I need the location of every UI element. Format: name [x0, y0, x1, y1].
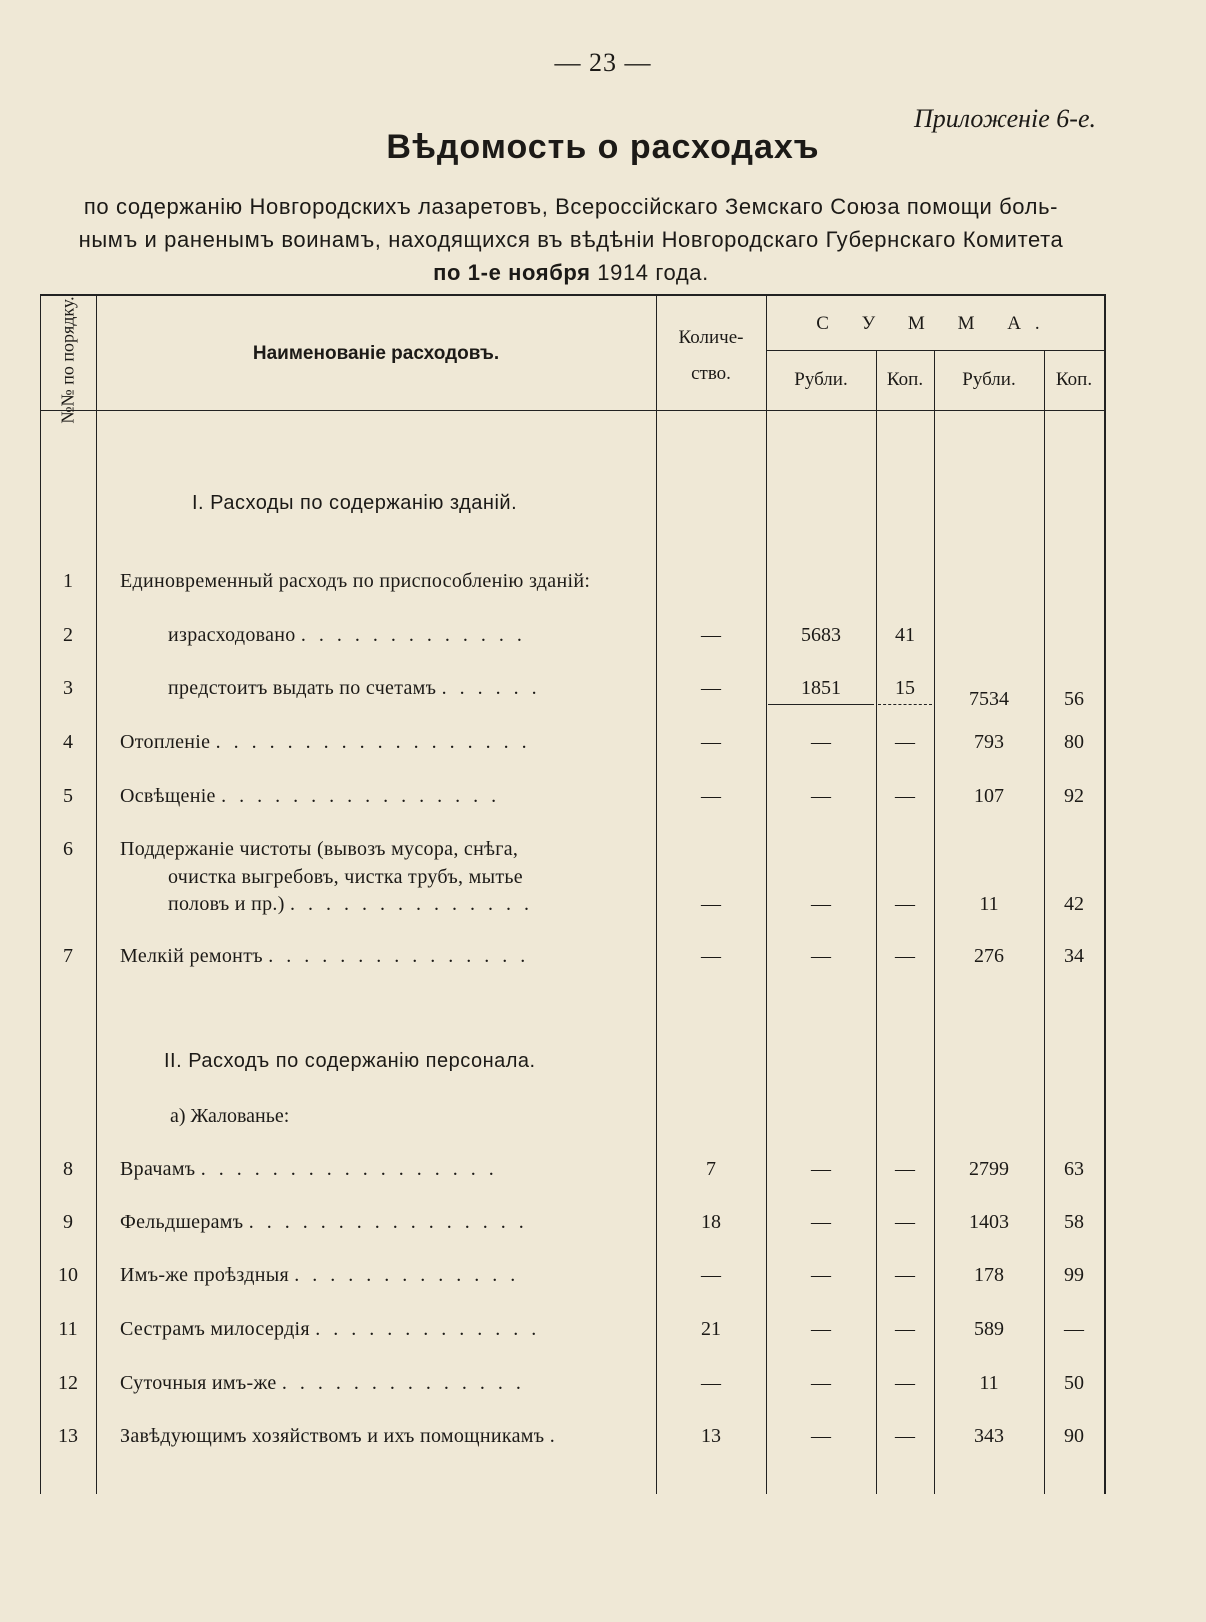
header-kop1: Коп.	[886, 369, 924, 390]
subtotal-underline-kop	[878, 704, 932, 705]
page-title: Вѣдомость о расходахъ	[386, 128, 820, 166]
header-kop2: Коп.	[1055, 369, 1093, 390]
section-2-title: II. Расходъ по содержанiю персонала.	[164, 1050, 536, 1072]
section-1-title: I. Расходы по содержанiю зданiй.	[192, 492, 518, 514]
header-rub2: Рубли.	[962, 369, 1016, 390]
subtitle	[40, 190, 1102, 289]
subtitle-line2: нымъ и раненымъ воинамъ, находящихся въ вѣдѣнiи Новгородскаго Губернскаго Комитета	[78, 227, 1064, 252]
col-line-right	[1104, 294, 1106, 1494]
table-top-line	[40, 294, 1104, 296]
summa-divider	[766, 350, 1104, 351]
subtitle-year: 1914 года.	[590, 260, 709, 285]
appendix-label: Приложенiе 6-е.	[913, 104, 1096, 133]
subtitle-line1: по содержанiю Новгородскихъ лазаретовъ, Всероссiйскаго Земскаго Союза помощи боль-	[83, 194, 1059, 219]
subtotal-underline	[768, 704, 874, 705]
col-line-num	[96, 294, 97, 1494]
header-num: №№ по порядку.	[58, 296, 78, 424]
header-qty: Количе- ство.	[678, 327, 744, 384]
col-line-left	[40, 294, 41, 1494]
header-rub1: Рубли.	[794, 369, 848, 390]
subtitle-date: по 1-е ноября	[433, 260, 591, 285]
subsection-a-title: а) Жалованье:	[170, 1105, 290, 1127]
header-name: Наименованiе расходовъ.	[252, 343, 500, 364]
page-number: — 23 —	[554, 48, 652, 77]
header-summa: С У М М А.	[816, 313, 1054, 334]
header-bottom-line	[40, 410, 1104, 411]
